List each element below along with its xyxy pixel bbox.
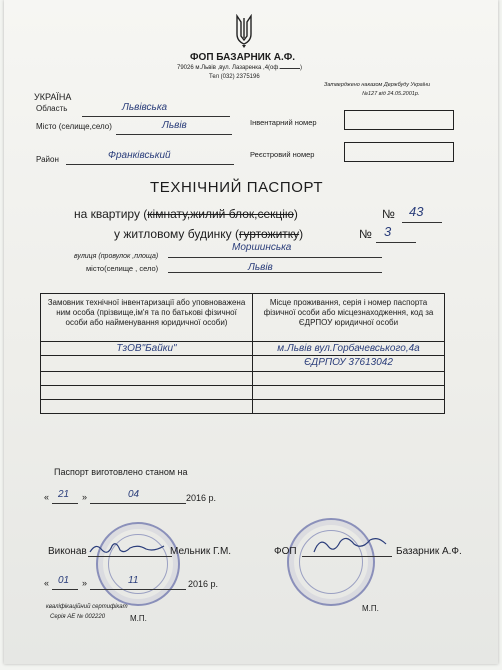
- district-label: Район: [36, 155, 59, 164]
- table-header-address: Місце проживання, серія і номер паспорта фізичної особи або місцезнаходження, код за ЄДРПОУ юридичної особи: [253, 294, 445, 342]
- apartment-suffix: ): [293, 207, 298, 221]
- district-value: Франківський: [108, 150, 171, 161]
- registry-number-box: [344, 142, 454, 162]
- mp-left: М.П.: [130, 614, 147, 623]
- prepared-label: Паспорт виготовлено станом на: [54, 467, 188, 477]
- table-cell-empty: [253, 386, 445, 400]
- document-title: ТЕХНІЧНИЙ ПАСПОРТ: [150, 179, 324, 196]
- city-value: Львів: [162, 120, 187, 131]
- oblast-value: Львівська: [122, 102, 168, 113]
- approval-text: Затверджено наказом Держбуду України: [324, 82, 431, 88]
- table-cell-edrpou: ЄДРПОУ 37613042: [253, 356, 445, 372]
- approval-number: №127 від 24.05.2001р.: [362, 91, 420, 97]
- apartment-line: [74, 207, 298, 221]
- prepared-year: 2016 р.: [186, 493, 217, 503]
- certificate-number: Серія АЕ № 002220: [50, 614, 106, 620]
- registry-label: Реєстровий номер: [250, 150, 315, 159]
- table-cell-empty: [253, 372, 445, 386]
- performer-label: Виконав: [48, 546, 87, 557]
- performer-name: Мельник Г.М.: [170, 546, 232, 557]
- building-no-value: 3: [384, 224, 392, 239]
- prepared-day: 21: [58, 489, 70, 500]
- signature-month: 11: [128, 575, 139, 586]
- fop-label: ФОП: [274, 546, 297, 557]
- signature-day-open-quote: «: [44, 578, 50, 588]
- table-cell-empty: [41, 356, 253, 372]
- table-cell-empty: [41, 386, 253, 400]
- fop-name: Базарник А.Ф.: [396, 546, 462, 557]
- left-seal-stamp: [96, 522, 180, 606]
- table-cell-customer: ТзОВ"Байки": [41, 342, 253, 356]
- performer-signature-icon: [88, 538, 168, 558]
- town-label: місто(селище , село): [86, 264, 159, 273]
- city-label: Місто (селище,село): [36, 122, 112, 131]
- fop-signature-icon: [310, 532, 390, 558]
- table-cell-empty: [41, 400, 253, 414]
- table-cell-empty: [41, 372, 253, 386]
- company-phone: Тел (032) 2375196: [209, 74, 260, 80]
- table-header-customer: Замовник технічної інвентаризації або уповноважена ним особа (прізвище,ім'я та по батькові фізичної особи або найменування юридичної особи): [41, 294, 253, 342]
- trident-emblem-icon: [234, 14, 254, 48]
- apartment-prefix: на квартиру (: [74, 207, 148, 221]
- inventory-label: Інвентарний номер: [250, 118, 317, 127]
- oblast-label: Область: [36, 104, 68, 113]
- table-cell-address: м.Львів вул.Горбачевського,4а: [253, 342, 445, 356]
- building-prefix: у житловому будинку (: [114, 227, 239, 241]
- building-no-label: №: [359, 227, 372, 241]
- certificate-label: кваліфікаційний сертифікат: [46, 604, 128, 610]
- signature-day-close-quote: »: [82, 578, 88, 588]
- address-text: 79026 м.Львів ,вул. Лазаренка ,4(оф.: [177, 65, 280, 71]
- customer-table: [40, 293, 445, 414]
- document-page: [4, 0, 498, 664]
- apartment-no-value: 43: [409, 204, 424, 219]
- street-value: Моршинська: [232, 242, 292, 253]
- table-cell-empty: [253, 400, 445, 414]
- prepared-month: 04: [128, 489, 140, 500]
- prepared-day-close-quote: »: [82, 492, 88, 502]
- building-line: [114, 227, 303, 241]
- apartment-struck: кімнату,жилий блок,секцію: [147, 207, 294, 221]
- company-address: [177, 65, 302, 71]
- prepared-day-open-quote: «: [44, 492, 50, 502]
- mp-right: М.П.: [362, 604, 379, 613]
- country-label: УКРАЇНА: [34, 92, 72, 102]
- apartment-no-label: №: [382, 207, 395, 221]
- signature-day: 01: [58, 575, 70, 586]
- company-name: ФОП БАЗАРНИК А.Ф.: [190, 52, 296, 63]
- inventory-number-box: [344, 110, 454, 130]
- street-label: вулиця (провулок ,площа): [74, 253, 159, 260]
- building-struck: гуртожитку: [239, 227, 300, 241]
- signature-year: 2016 р.: [188, 579, 219, 589]
- address-suffix: ): [300, 65, 302, 71]
- town-value: Львів: [248, 262, 273, 273]
- building-suffix: ): [299, 227, 304, 241]
